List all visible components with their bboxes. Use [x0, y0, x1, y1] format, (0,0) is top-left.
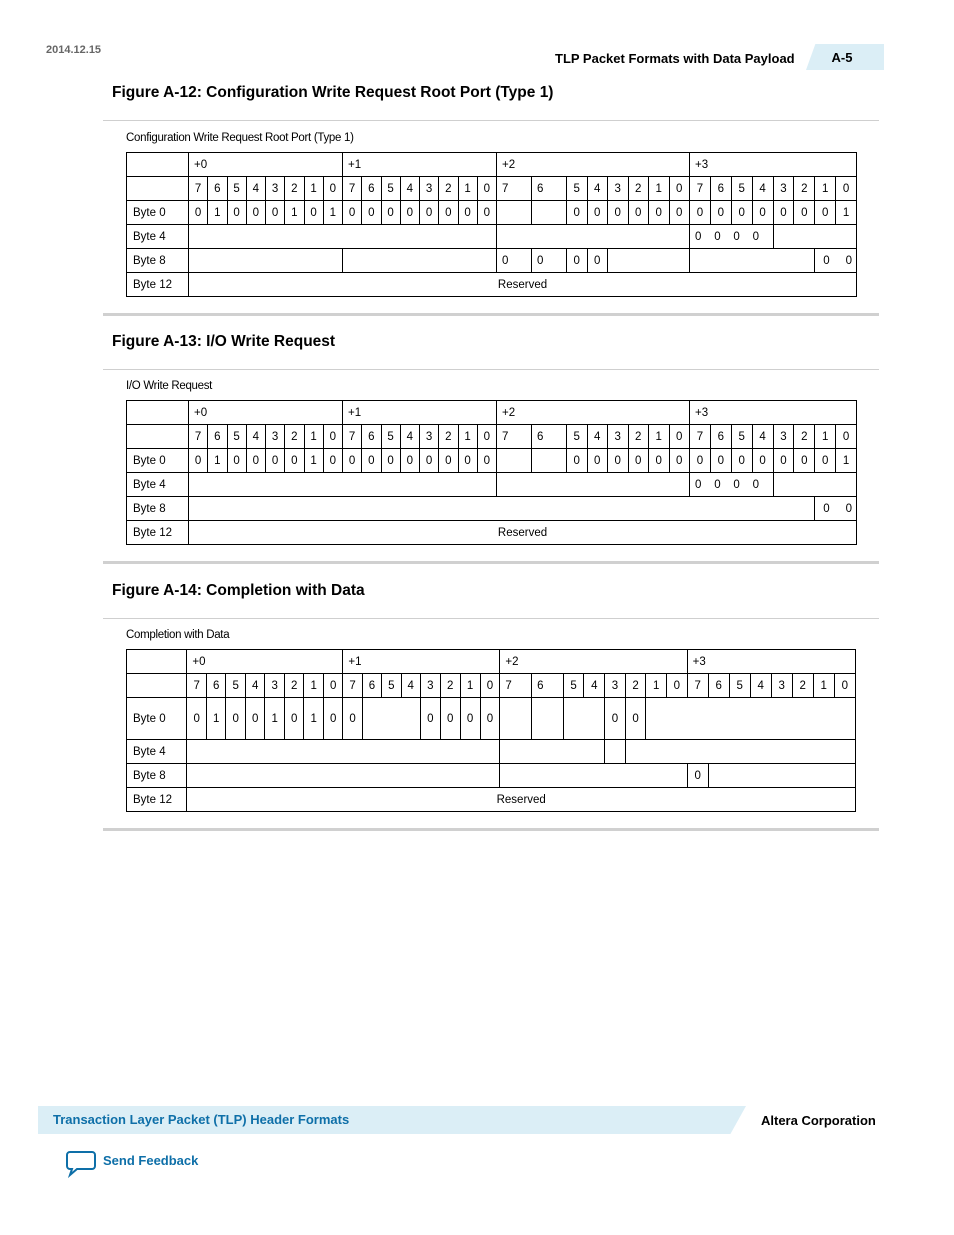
bit-label: 0: [477, 425, 496, 449]
byte-8-row: [127, 497, 857, 521]
bit-label: 1: [304, 425, 323, 449]
bit-value: 0: [752, 201, 773, 225]
bit-value: 0: [266, 201, 285, 225]
figure-caption: I/O Write Request: [126, 380, 213, 392]
bit-value: 0: [587, 449, 608, 473]
bit-value: 0: [420, 698, 440, 740]
bit-label: 6: [208, 177, 227, 201]
bit-label: 1: [460, 674, 480, 698]
bit-value: 0: [710, 449, 731, 473]
bit-label: 3: [608, 425, 629, 449]
bit-value: 0: [343, 201, 362, 225]
bit-value: 0: [439, 201, 458, 225]
bit-value: 0: [323, 698, 343, 740]
bit-label: 2: [628, 177, 649, 201]
bit-value: 0: [246, 449, 265, 473]
empty-field: [532, 201, 567, 225]
bit-value: 0: [477, 449, 496, 473]
byte-offset-header: +0: [189, 401, 343, 425]
byte-offset-header: +2: [500, 650, 687, 674]
bit-label: 2: [792, 674, 813, 698]
bit-value: 0: [649, 201, 670, 225]
bit-label: 6: [710, 425, 731, 449]
byte-offset-header: +3: [690, 153, 857, 177]
bit-label: 4: [750, 674, 771, 698]
bit-label: 7: [187, 674, 207, 698]
bit-label: 6: [362, 674, 381, 698]
bit-label: 7: [500, 674, 532, 698]
bit-label: 5: [227, 425, 246, 449]
bit-value: 0: [628, 201, 649, 225]
bit-label: 2: [285, 425, 304, 449]
bit-value: 0: [625, 698, 646, 740]
bit-label: 4: [587, 177, 608, 201]
bit-value: 0: [189, 449, 208, 473]
bit-label: 0: [323, 177, 342, 201]
corner-cell: [127, 177, 189, 201]
empty-field: [532, 698, 564, 740]
byte-4-row: [127, 225, 857, 249]
empty-field: [773, 473, 857, 497]
bit-label: 3: [773, 177, 794, 201]
bit-label: 0: [667, 674, 688, 698]
row-label: Byte 12: [127, 788, 187, 812]
bit-label: 1: [813, 674, 834, 698]
bit-value: 0: [567, 201, 588, 225]
byte-12-row: [127, 273, 857, 297]
empty-field: [189, 497, 815, 521]
empty-field: [189, 249, 343, 273]
bit-label: 6: [362, 177, 381, 201]
bit-label: 6: [208, 425, 227, 449]
byte-12-row: [127, 521, 857, 545]
bit-label: 4: [752, 177, 773, 201]
reserved-field: Reserved: [189, 521, 857, 545]
bit-label: 1: [458, 425, 477, 449]
row-label: Byte 4: [127, 473, 189, 497]
bit-label: 1: [815, 425, 836, 449]
bit-value: 1: [323, 201, 342, 225]
bit-label: 7: [343, 674, 362, 698]
figure-title: Figure A-13: I/O Write Request: [112, 333, 336, 350]
bit-label: 5: [567, 425, 588, 449]
row-label: Byte 12: [127, 273, 189, 297]
empty-field: [646, 698, 856, 740]
byte-8-row: [127, 249, 857, 273]
row-label: Byte 8: [127, 764, 187, 788]
bit-value: 0: [794, 201, 815, 225]
bit-value: 0: [587, 249, 608, 273]
bit-value: 0: [608, 201, 629, 225]
bit-group: 0 0: [815, 497, 857, 521]
bit-value: 0: [323, 449, 342, 473]
bit-label: 3: [420, 177, 439, 201]
bit-label: 1: [304, 177, 323, 201]
empty-field: [500, 764, 687, 788]
bit-value: 0: [587, 201, 608, 225]
bit-label: 2: [625, 674, 646, 698]
bit-label: 1: [304, 674, 324, 698]
empty-field: [497, 225, 690, 249]
bit-value: 0: [815, 201, 836, 225]
bit-label: 3: [773, 425, 794, 449]
bit-label: 0: [669, 425, 690, 449]
bit-value: 0: [532, 249, 567, 273]
bit-value: 0: [567, 449, 588, 473]
bit-value: 0: [285, 449, 304, 473]
bit-label: 7: [189, 425, 208, 449]
bit-label: 7: [497, 177, 532, 201]
bit-value: 0: [773, 449, 794, 473]
bit-number-row: [127, 425, 857, 449]
bit-value: 0: [440, 698, 460, 740]
bit-label: 6: [532, 177, 567, 201]
bit-value: 0: [608, 449, 629, 473]
divider: [103, 369, 879, 370]
bit-label: 2: [284, 674, 304, 698]
byte-4-row: [127, 473, 857, 497]
bit-value: 0: [497, 249, 532, 273]
bit-label: 4: [587, 425, 608, 449]
bit-label: 0: [323, 674, 343, 698]
divider: [103, 561, 879, 564]
bit-value: 1: [304, 698, 324, 740]
empty-field: [605, 740, 626, 764]
byte-offset-header: +2: [497, 153, 690, 177]
corner-cell: [127, 674, 187, 698]
bit-value: 0: [458, 449, 477, 473]
byte-offset-header-row: [127, 401, 857, 425]
bit-group: 0 0: [815, 249, 857, 273]
empty-field: [563, 698, 604, 740]
bit-label: 5: [227, 177, 246, 201]
reserved-field: Reserved: [189, 273, 857, 297]
byte-8-row: [127, 764, 856, 788]
bit-label: 2: [794, 425, 815, 449]
bit-label: 3: [608, 177, 629, 201]
empty-field: [500, 740, 605, 764]
bit-number-row: [127, 177, 857, 201]
byte-12-row: [127, 788, 856, 812]
bit-label: 5: [731, 425, 752, 449]
bit-label: 7: [690, 177, 711, 201]
bit-label: 0: [323, 425, 342, 449]
bit-label: 3: [265, 674, 285, 698]
empty-field: [500, 698, 532, 740]
bit-label: 1: [815, 177, 836, 201]
empty-field: [773, 225, 857, 249]
bit-value: 0: [458, 201, 477, 225]
byte-offset-header: +3: [687, 650, 855, 674]
empty-field: [708, 764, 855, 788]
bit-value: 1: [265, 698, 285, 740]
bit-value: 0: [752, 449, 773, 473]
chapter-link[interactable]: Transaction Layer Packet (TLP) Header Formats: [53, 1112, 350, 1127]
bit-value: 0: [477, 201, 496, 225]
bit-value: 0: [400, 449, 419, 473]
bit-value: 0: [304, 201, 323, 225]
bit-label: 5: [563, 674, 584, 698]
bit-label: 2: [628, 425, 649, 449]
bit-value: 0: [420, 449, 439, 473]
bit-label: 7: [343, 425, 362, 449]
bit-value: 0: [731, 449, 752, 473]
byte-offset-header: +0: [187, 650, 343, 674]
empty-field: [187, 764, 500, 788]
bit-label: 7: [690, 425, 711, 449]
bit-label: 6: [710, 177, 731, 201]
bit-label: 7: [497, 425, 532, 449]
byte-offset-header-row: [127, 153, 857, 177]
empty-field: [690, 249, 815, 273]
bit-label: 5: [729, 674, 750, 698]
bit-label: 6: [708, 674, 729, 698]
bit-label: 7: [343, 177, 362, 201]
bit-label: 2: [439, 177, 458, 201]
bit-label: 4: [401, 674, 420, 698]
config-write-root-port-table: [126, 152, 857, 297]
bit-value: 0: [567, 249, 588, 273]
byte-0-row: [127, 201, 857, 225]
bit-value: 0: [731, 201, 752, 225]
byte-0-row: [127, 698, 856, 740]
empty-field: [625, 740, 855, 764]
bit-label: 5: [226, 674, 246, 698]
bit-value: 0: [773, 201, 794, 225]
bit-label: 6: [362, 425, 381, 449]
empty-field: [187, 740, 500, 764]
corner-cell: [127, 401, 189, 425]
bit-value: 0: [284, 698, 304, 740]
bit-value: 0: [649, 449, 670, 473]
bit-value: 0: [710, 201, 731, 225]
bit-value: 0: [794, 449, 815, 473]
feedback-icon[interactable]: [66, 1150, 96, 1183]
bit-label: 6: [206, 674, 226, 698]
corner-cell: [127, 650, 187, 674]
byte-offset-header: +1: [343, 401, 497, 425]
io-write-request-table: [126, 400, 857, 545]
bit-label: 4: [400, 425, 419, 449]
divider: [103, 618, 879, 619]
page-number: A-5: [831, 50, 853, 65]
byte-offset-header: +3: [690, 401, 857, 425]
divider: [103, 120, 879, 121]
bit-label: 1: [649, 177, 670, 201]
figure-caption: Configuration Write Request Root Port (Type 1): [126, 132, 354, 144]
bit-label: 2: [440, 674, 460, 698]
company-name: Altera Corporation: [761, 1113, 876, 1128]
bit-value: 0: [381, 449, 400, 473]
byte-4-row: [127, 740, 856, 764]
bit-value: 1: [208, 201, 227, 225]
bit-value: 0: [628, 449, 649, 473]
bit-value: 1: [206, 698, 226, 740]
bit-label: 7: [189, 177, 208, 201]
bit-label: 2: [794, 177, 815, 201]
empty-field: [343, 249, 497, 273]
byte-offset-header-row: [127, 650, 856, 674]
bit-value: 1: [208, 449, 227, 473]
row-label: Byte 8: [127, 249, 189, 273]
bit-label: 5: [567, 177, 588, 201]
row-label: Byte 12: [127, 521, 189, 545]
header-section-title: TLP Packet Formats with Data Payload: [555, 51, 795, 66]
bit-value: 0: [189, 201, 208, 225]
bit-label: 7: [687, 674, 708, 698]
empty-field: [189, 473, 497, 497]
corner-cell: [127, 425, 189, 449]
bit-value: 0: [669, 201, 690, 225]
bit-value: 0: [227, 449, 246, 473]
row-label: Byte 4: [127, 225, 189, 249]
bit-number-row: [127, 674, 856, 698]
bit-value: 0: [343, 698, 362, 740]
byte-offset-header: +1: [343, 650, 500, 674]
bit-label: 6: [532, 674, 564, 698]
bit-value: 0: [669, 449, 690, 473]
byte-offset-header: +1: [343, 153, 497, 177]
bit-label: 2: [439, 425, 458, 449]
divider: [103, 313, 879, 316]
bit-label: 0: [836, 425, 857, 449]
bit-label: 1: [649, 425, 670, 449]
bit-label: 3: [771, 674, 792, 698]
bit-value: 0: [690, 201, 711, 225]
row-label: Byte 0: [127, 201, 189, 225]
bit-label: 0: [834, 674, 855, 698]
reserved-field: Reserved: [187, 788, 856, 812]
bit-value: 0: [480, 698, 500, 740]
bit-value: 0: [343, 449, 362, 473]
divider: [103, 828, 879, 831]
bit-label: 0: [669, 177, 690, 201]
bit-value: 1: [836, 201, 857, 225]
bit-label: 4: [245, 674, 265, 698]
empty-field: [532, 449, 567, 473]
bit-label: 3: [266, 425, 285, 449]
bit-label: 5: [382, 674, 401, 698]
bit-value: 0: [381, 201, 400, 225]
bit-value: 0: [690, 449, 711, 473]
bit-value: 0: [362, 201, 381, 225]
bit-label: 4: [246, 177, 265, 201]
bit-label: 5: [731, 177, 752, 201]
bit-value: 0: [187, 698, 207, 740]
bit-group: 0 0 0 0: [690, 473, 774, 497]
bit-value: 0: [362, 449, 381, 473]
row-label: Byte 0: [127, 698, 187, 740]
bit-label: 5: [381, 425, 400, 449]
row-label: Byte 4: [127, 740, 187, 764]
bit-value: 0: [400, 201, 419, 225]
bit-value: 0: [227, 201, 246, 225]
empty-field: [608, 249, 690, 273]
byte-0-row: [127, 449, 857, 473]
bit-label: 4: [584, 674, 605, 698]
bit-label: 3: [420, 674, 440, 698]
bit-value: 0: [439, 449, 458, 473]
empty-field: [189, 225, 497, 249]
bit-label: 6: [532, 425, 567, 449]
empty-field: [497, 449, 532, 473]
bit-value: 0: [420, 201, 439, 225]
bit-label: 1: [646, 674, 667, 698]
bit-value: 0: [245, 698, 265, 740]
bit-value: 1: [285, 201, 304, 225]
bit-label: 0: [836, 177, 857, 201]
bit-label: 0: [477, 177, 496, 201]
bit-group: 0 0 0 0: [690, 225, 774, 249]
figure-title: Figure A-14: Completion with Data: [112, 582, 365, 599]
figure-title: Figure A-12: Configuration Write Request Root Port (Type 1): [112, 84, 554, 101]
empty-field: [497, 201, 532, 225]
empty-field: [497, 473, 690, 497]
bit-label: 3: [266, 177, 285, 201]
bit-label: 4: [752, 425, 773, 449]
bit-label: 5: [381, 177, 400, 201]
bit-value: 0: [226, 698, 246, 740]
header-date: 2014.12.15: [46, 44, 102, 56]
bit-value: 0: [460, 698, 480, 740]
bit-value: 0: [266, 449, 285, 473]
bit-label: 3: [605, 674, 626, 698]
byte-offset-header: +0: [189, 153, 343, 177]
bit-value: 0: [815, 449, 836, 473]
bit-value: 0: [687, 764, 708, 788]
bit-label: 2: [285, 177, 304, 201]
bit-label: 0: [480, 674, 500, 698]
bit-value: 1: [304, 449, 323, 473]
bit-label: 1: [458, 177, 477, 201]
row-label: Byte 8: [127, 497, 189, 521]
byte-offset-header: +2: [497, 401, 690, 425]
bit-value: 1: [836, 449, 857, 473]
bit-label: 4: [246, 425, 265, 449]
empty-field: [362, 698, 420, 740]
row-label: Byte 0: [127, 449, 189, 473]
bit-value: 0: [246, 201, 265, 225]
bit-value: 0: [605, 698, 626, 740]
bit-label: 4: [400, 177, 419, 201]
figure-caption: Completion with Data: [126, 629, 230, 641]
send-feedback-link[interactable]: Send Feedback: [103, 1153, 199, 1168]
corner-cell: [127, 153, 189, 177]
completion-with-data-table: [126, 649, 856, 812]
bit-label: 3: [420, 425, 439, 449]
